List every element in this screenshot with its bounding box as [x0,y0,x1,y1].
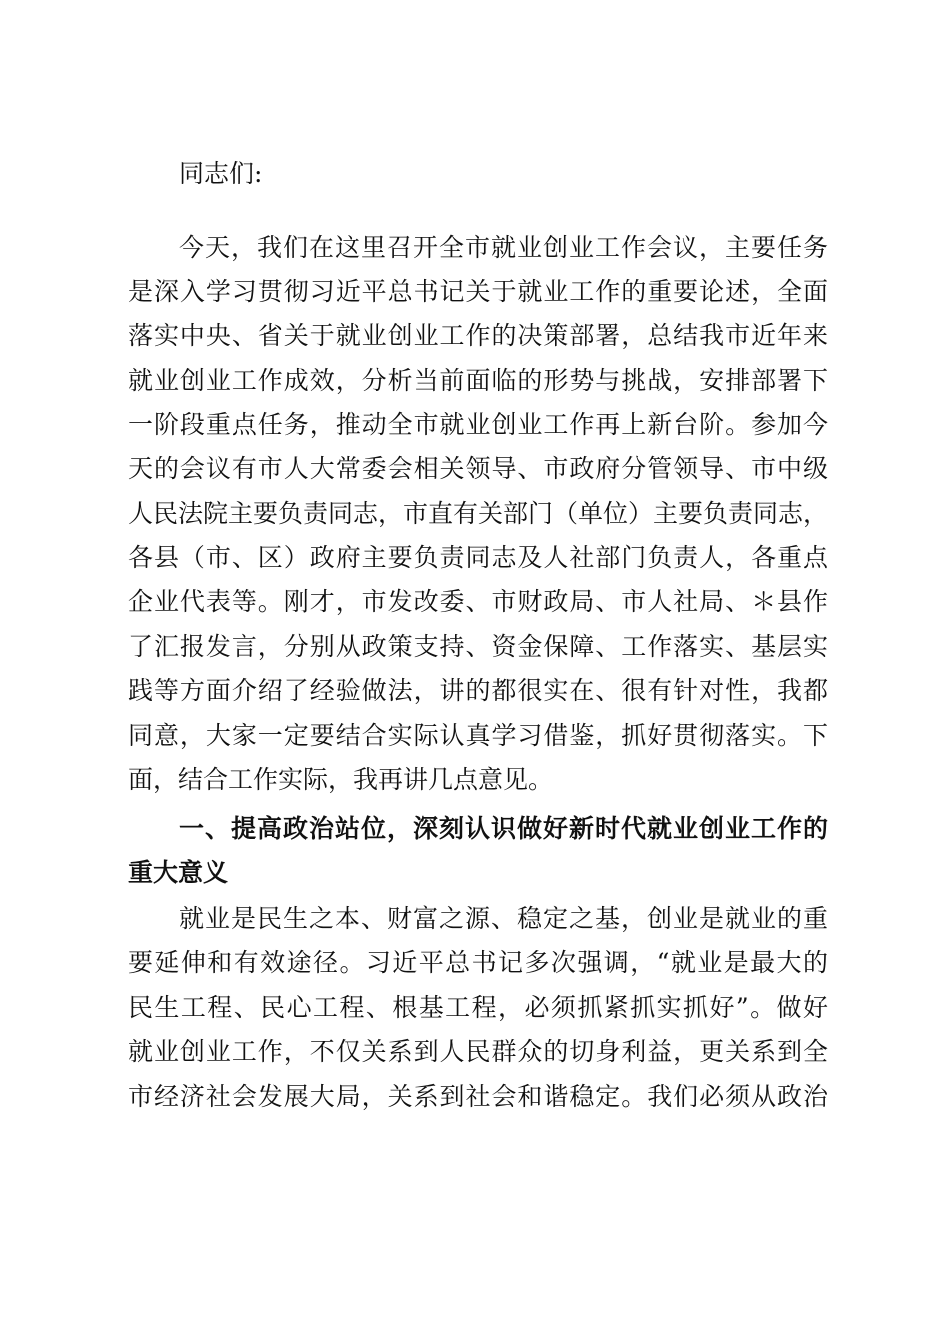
intro-line: 是深入学习贯彻习近平总书记关于就业工作的重要论述，全面 [128,277,828,306]
intro-line: 面，结合工作实际，我再讲几点意见。 [128,765,554,794]
intro-line: 今天，我们在这里召开全市就业创业工作会议，主要任务 [179,233,828,262]
section-heading-line: 一、提高政治站位，深刻认识做好新时代就业创业工作的 [179,814,828,843]
intro-line: 落实中央、省关于就业创业工作的决策部署，总结我市近年来 [128,321,828,350]
body-line: 就业是民生之本、财富之源、稳定之基，创业是就业的重 [179,904,828,933]
salutation: 同志们: [179,159,263,188]
intro-line: 一阶段重点任务，推动全市就业创业工作再上新台阶。参加今 [128,410,828,439]
intro-line: 同意，大家一定要结合实际认真学习借鉴，抓好贯彻落实。下 [128,721,828,750]
intro-line: 各县（市、区）政府主要负责同志及人社部门负责人，各重点 [128,543,828,572]
intro-line: 企业代表等。刚才，市发改委、市财政局、市人社局、＊县作 [128,587,828,616]
intro-line: 就业创业工作成效，分析当前面临的形势与挑战，安排部署下 [128,366,828,395]
section-heading-line: 重大意义 [128,858,229,887]
intro-line: 人民法院主要负责同志，市直有关部门（单位）主要负责同志， [128,499,829,528]
intro-line: 天的会议有市人大常委会相关领导、市政府分管领导、市中级 [128,454,828,483]
body-line: 就业创业工作，不仅关系到人民群众的切身利益，更关系到全 [128,1037,828,1066]
body-line: 民生工程、民心工程、根基工程，必须抓紧抓实抓好”。做好 [128,993,828,1022]
body-line: 要延伸和有效途径。习近平总书记多次强调，“就业是最大的 [128,948,828,977]
body-line: 市经济社会发展大局，关系到社会和谐稳定。我们必须从政治 [128,1082,828,1111]
intro-line: 践等方面介绍了经验做法，讲的都很实在、很有针对性，我都 [128,676,828,705]
intro-line: 了汇报发言，分别从政策支持、资金保障、工作落实、基层实 [128,632,828,661]
